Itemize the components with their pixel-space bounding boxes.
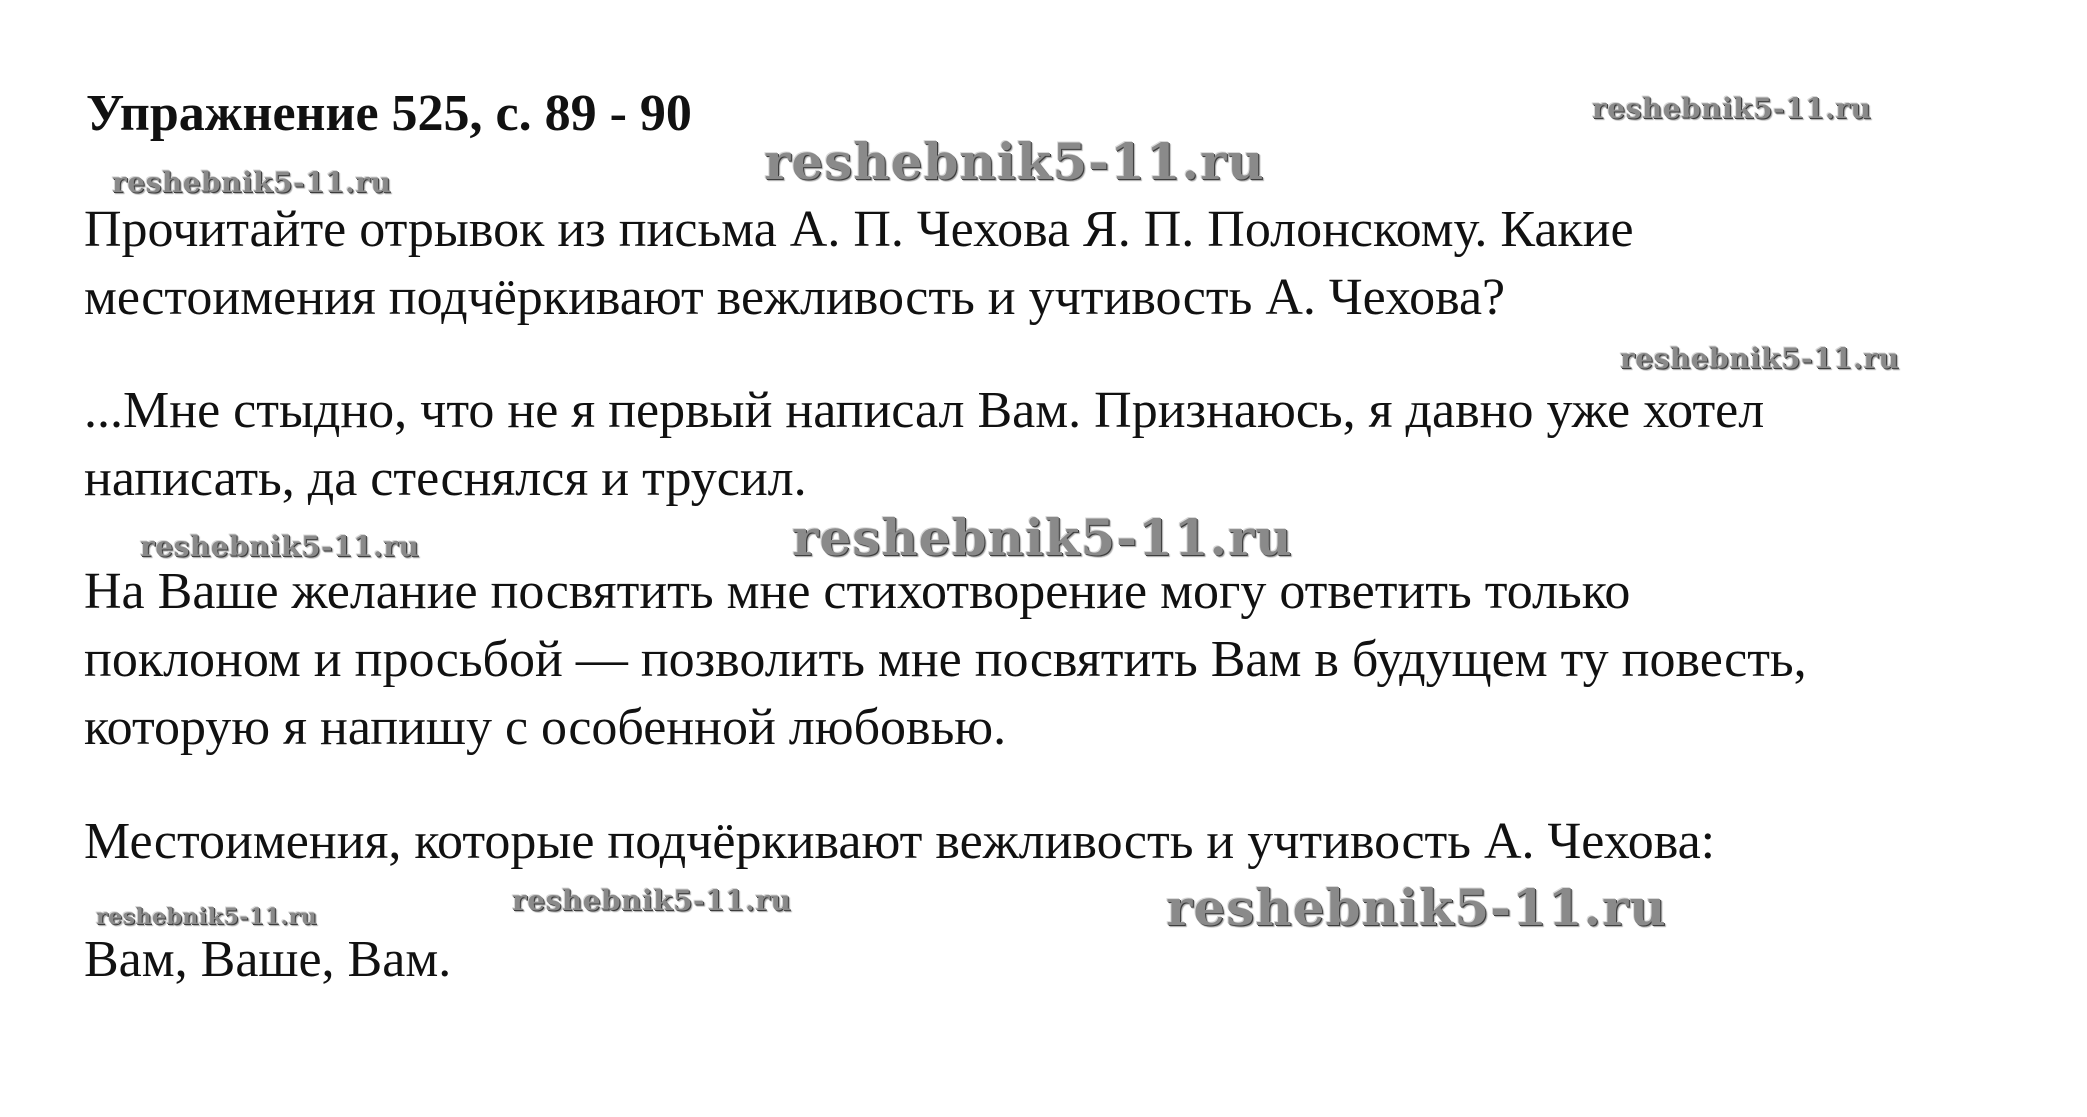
excerpt-paragraph-2 <box>84 558 2064 762</box>
answer-question-line: Местоимения, которые подчёркивают вежливость и учтивость А. Чехова: <box>84 813 1716 870</box>
excerpt-line: поклоном и просьбой — позволить мне посвятить Вам в будущем ту повесть, <box>84 631 1807 688</box>
task-line: местоимения подчёркивают вежливость и учтивость А. Чехова? <box>84 269 1506 326</box>
watermark: reshebnik5-11.ru <box>96 904 318 930</box>
watermark: reshebnik5-11.ru <box>764 132 1265 191</box>
excerpt-line: которую я напишу с особенной любовью. <box>84 699 1007 756</box>
watermark: reshebnik5-11.ru <box>1620 342 1900 375</box>
answer-result <box>84 926 2064 994</box>
watermark: reshebnik5-11.ru <box>140 530 420 563</box>
watermark: reshebnik5-11.ru <box>792 508 1293 567</box>
watermark: reshebnik5-11.ru <box>512 884 792 917</box>
excerpt-line: На Ваше желание посвятить мне стихотворение могу ответить только <box>84 563 1631 620</box>
task-text <box>84 196 2064 332</box>
task-line: Прочитайте отрывок из письма А. П. Чехова Я. П. Полонскому. Какие <box>84 201 1634 258</box>
watermark: reshebnik5-11.ru <box>1592 92 1872 125</box>
answer-result-line: Вам, Ваше, Вам. <box>84 931 452 988</box>
watermark: reshebnik5-11.ru <box>1166 878 1667 937</box>
answer-question <box>84 808 2064 876</box>
watermark: reshebnik5-11.ru <box>112 166 392 199</box>
excerpt-line: написать, да стеснялся и трусил. <box>84 450 807 507</box>
excerpt-paragraph-1 <box>84 377 2064 513</box>
exercise-title: Упражнение 525, с. 89 - 90 <box>86 85 692 142</box>
excerpt-line: ...Мне стыдно, что не я первый написал Вам. Признаюсь, я давно уже хотел <box>84 382 1765 439</box>
